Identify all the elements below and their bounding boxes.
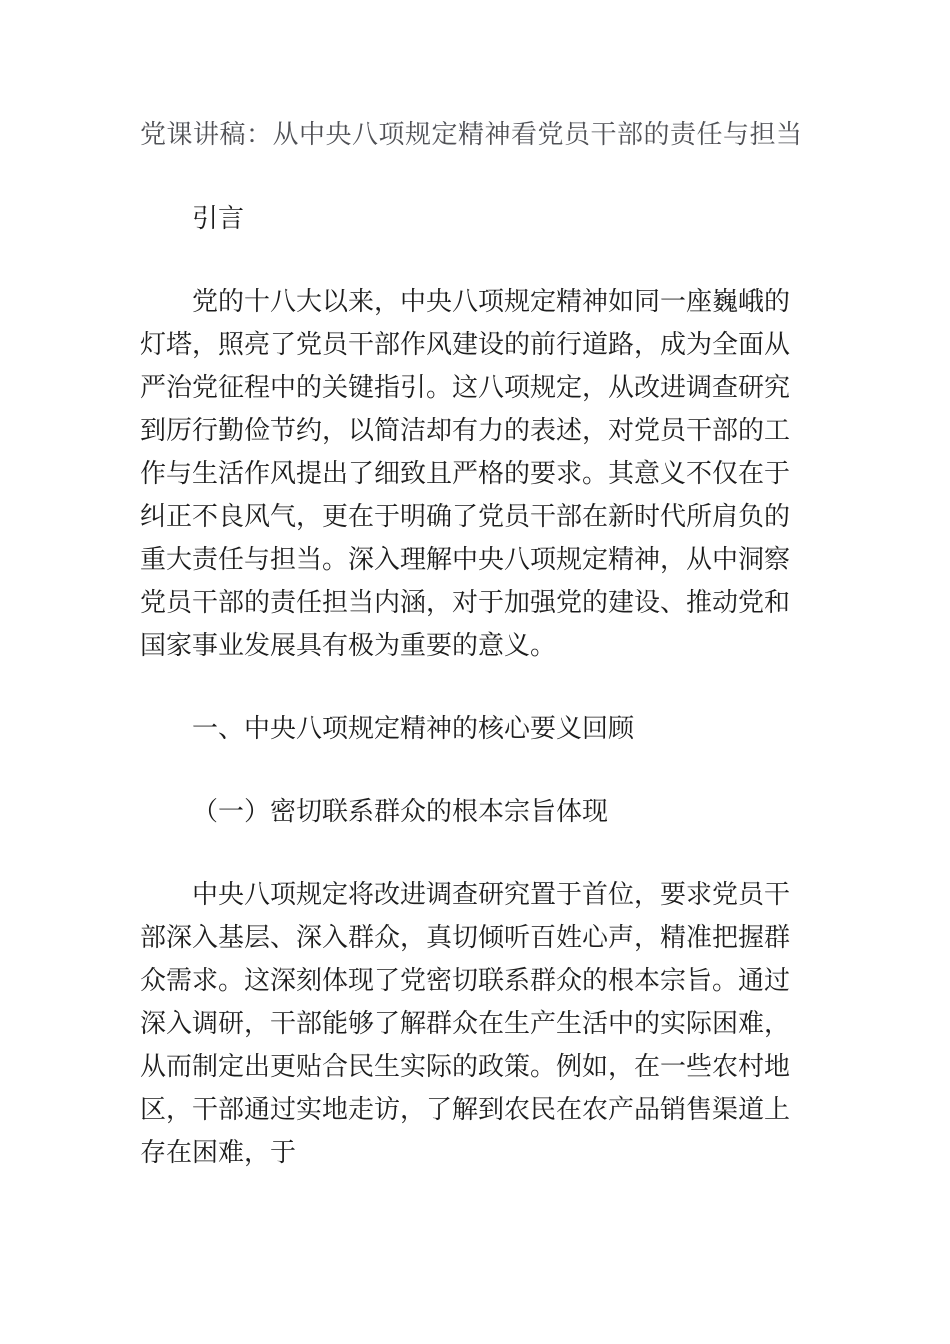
section-heading-part-one: 一、中央八项规定精神的核心要义回顾: [192, 714, 635, 744]
document-title-text: 党课讲稿：从中央八项规定精神看党员干部的责任与担当: [140, 120, 803, 150]
paragraph-intro-body: 党的十八大以来，中央八项规定精神如同一座巍峨的灯塔，照亮了党员干部作风建设的前行道路，成为全面从严治党征程中的关键指引。这八项规定，从改进调查研究到厉行勤俭节约，以简洁却有力的表述，对党员干部的工作与生活作风提出了细致且严格的要求。其意义不仅在于纠正不良风气，更在于明确了党员干部在新时代所肩负的重大责任与担当。深入理解中央八项规定精神，从中洞察党员干部的责任担当内涵，对于加强党的建设、推动党和国家事业发展具有极为重要的意义。: [140, 287, 791, 661]
document-title: [140, 112, 803, 158]
section-heading-part-one-sub-one: （一）密切联系群众的根本宗旨体现: [192, 797, 609, 827]
section-heading-intro: 引言: [192, 204, 245, 234]
paragraph-sub-one-body: 中央八项规定将改进调查研究置于首位，要求党员干部深入基层、深入群众，真切倾听百姓心声，精准把握群众需求。这深刻体现了党密切联系群众的根本宗旨。通过深入调研，干部能够了解群众在生产生活中的实际困难，从而制定出更贴合民生实际的政策。例如，在一些农村地区，干部通过实地走访，了解到农民在农产品销售渠道上存在困难，于: [140, 880, 791, 1168]
